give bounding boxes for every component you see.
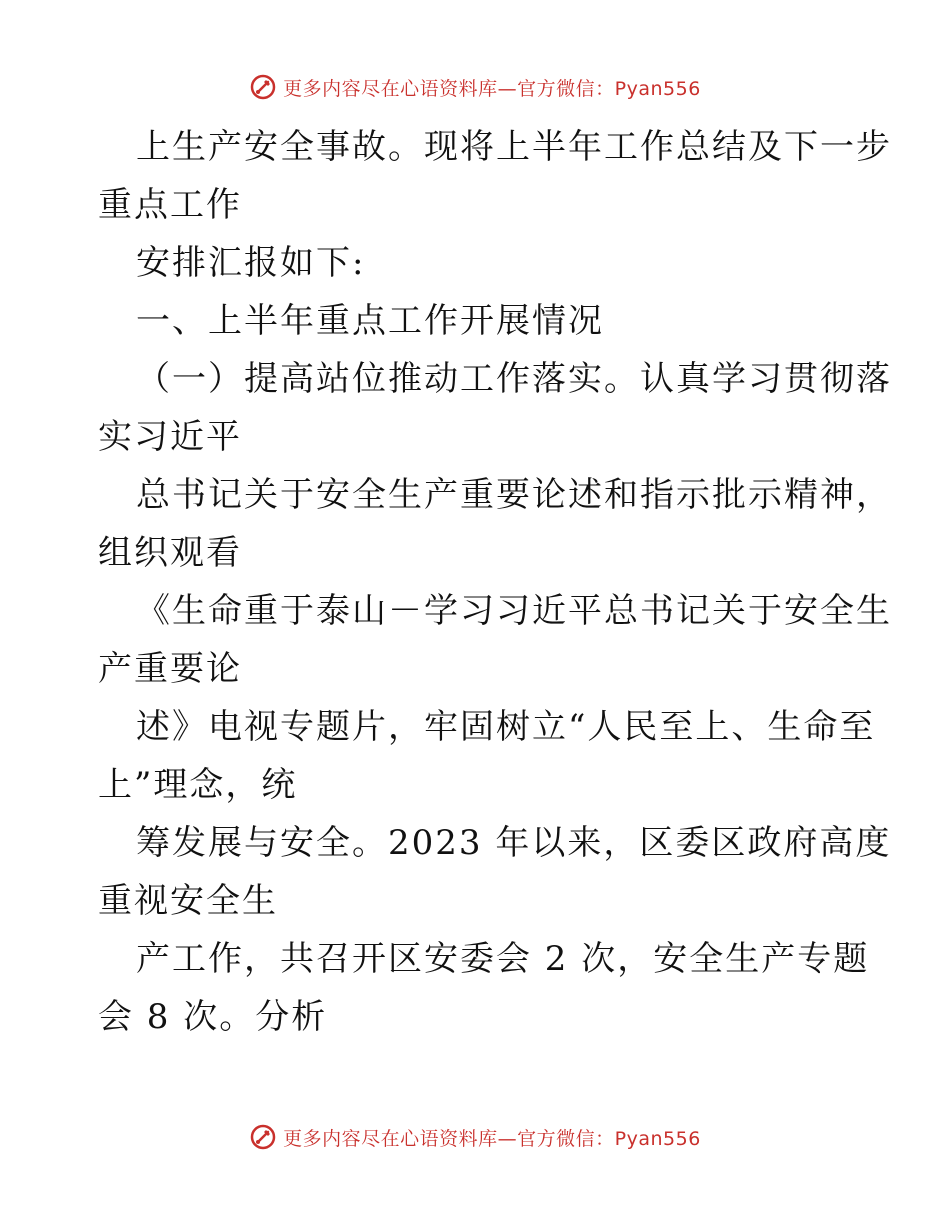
section-heading: 一、上半年重点工作开展情况 [136, 301, 604, 341]
text-line: 筹发展与安全。2023 年以来，区委区政府高度 [136, 823, 892, 863]
text-line: 产工作，共召开区安委会 2 次，安全生产专题 [136, 939, 870, 979]
text-line: （一）提高站位推动工作落实。认真学习贯彻落 [136, 359, 892, 399]
text-line: 重视安全生 [98, 881, 278, 921]
footer-watermark [0, 1123, 950, 1151]
logo-icon [249, 73, 277, 101]
text-line: 安排汇报如下: [136, 243, 366, 283]
text-line: 实习近平 [98, 417, 242, 457]
text-line: 上”理念，统 [98, 765, 298, 805]
header-watermark-text: 更多内容尽在心语资料库—官方微信：Pyan556 [283, 77, 701, 100]
text-line: 总书记关于安全生产重要论述和指示批示精神， [136, 475, 892, 515]
text-line: 重点工作 [98, 185, 242, 225]
document-body [98, 118, 892, 1046]
footer-watermark-text: 更多内容尽在心语资料库—官方微信：Pyan556 [283, 1127, 701, 1150]
text-line: 会 8 次。分析 [98, 997, 328, 1037]
logo-icon [249, 1123, 277, 1151]
text-line: 《生命重于泰山－学习习近平总书记关于安全生 [136, 591, 892, 631]
text-line: 组织观看 [98, 533, 242, 573]
text-line: 产重要论 [98, 649, 242, 689]
text-line: 述》电视专题片，牢固树立“人民至上、生命至 [136, 707, 876, 747]
header-watermark [0, 73, 950, 101]
text-line: 上生产安全事故。现将上半年工作总结及下一步 [136, 127, 892, 167]
